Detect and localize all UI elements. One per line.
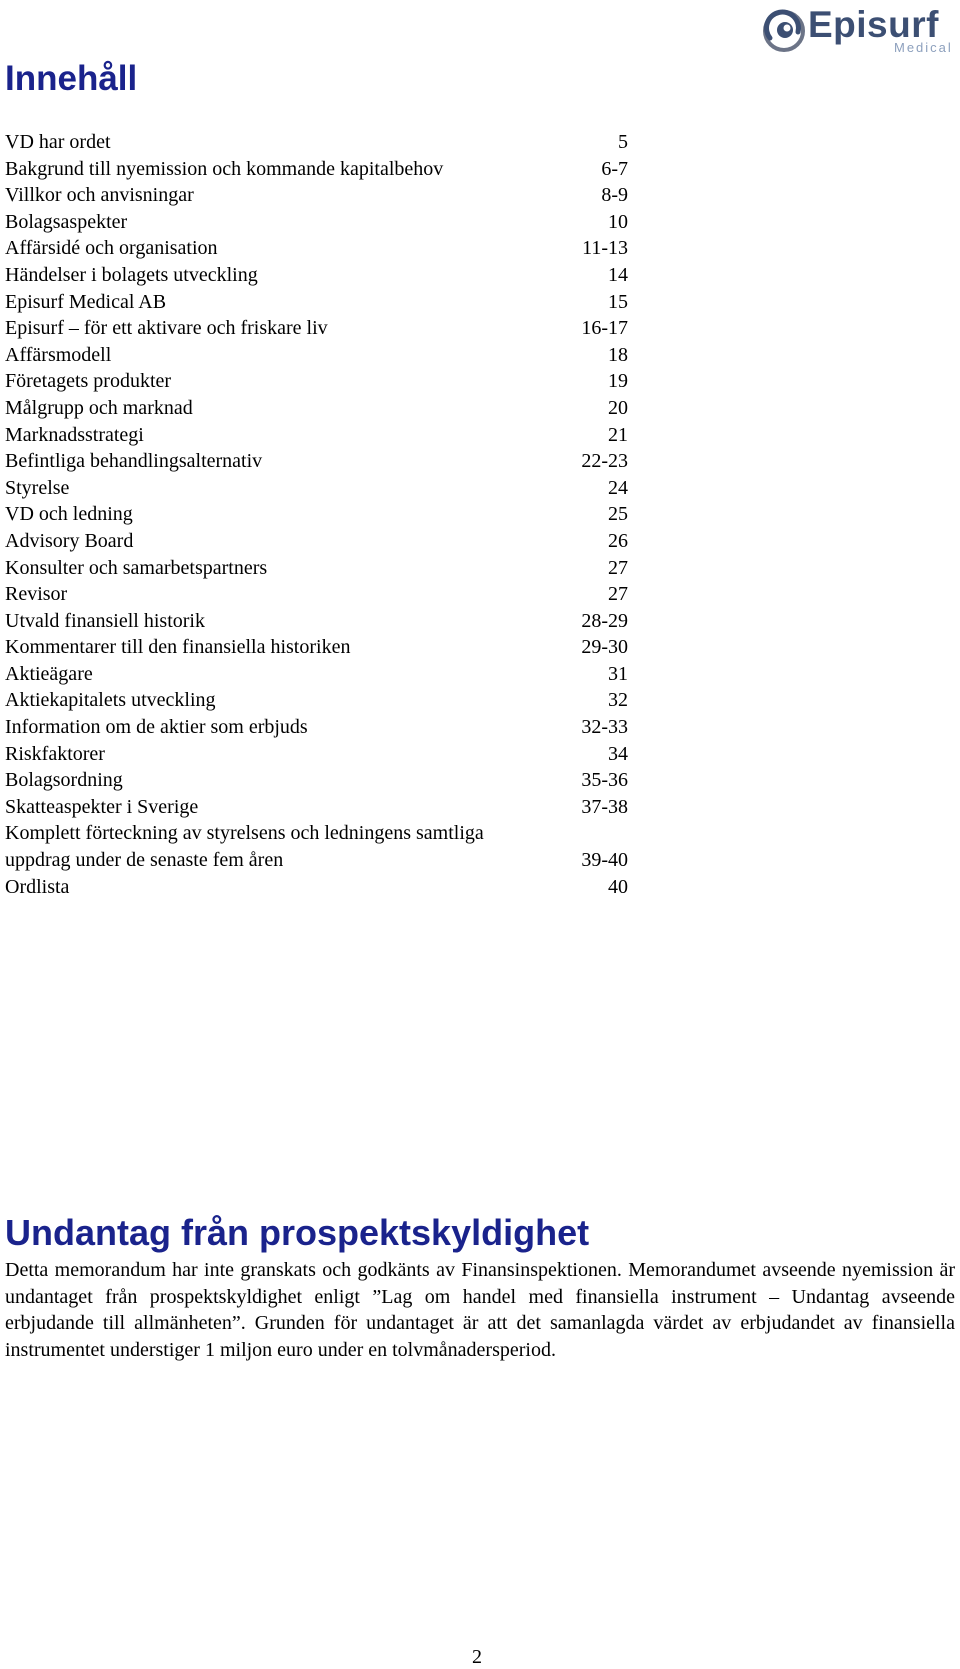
toc-entry-title: Kommentarer till den finansiella historiken	[5, 636, 351, 659]
toc-entry	[5, 661, 628, 688]
toc-entry-title: Advisory Board	[5, 529, 134, 552]
episurf-swirl-icon	[762, 2, 808, 58]
toc-entry-page: 16-17	[581, 317, 628, 340]
toc-entry-title: Information om de aktier som erbjuds	[5, 716, 308, 739]
toc-heading: Innehåll	[5, 59, 138, 98]
toc-entry-page: 39-40	[581, 849, 628, 872]
toc-entry-page: 25	[608, 503, 628, 526]
toc-entry	[5, 235, 628, 262]
toc-entry-title: Ordlista	[5, 875, 70, 898]
toc-entry-page: 32-33	[581, 716, 628, 739]
toc-entry-page: 29-30	[581, 636, 628, 659]
toc-entry-title: Händelser i bolagets utveckling	[5, 263, 258, 286]
toc-entry	[5, 475, 628, 502]
toc-entry	[5, 687, 628, 714]
page-number: 2	[472, 1646, 482, 1668]
toc-entry-title: Bakgrund till nyemission och kommande kapitalbehov	[5, 157, 444, 180]
toc-entry-title: Företagets produkter	[5, 370, 172, 393]
toc-entry-title: Revisor	[5, 583, 68, 606]
toc-entry	[5, 820, 628, 873]
toc-entry-page: 18	[608, 343, 628, 366]
exemption-heading: Undantag från prospektskyldighet	[5, 1212, 590, 1253]
toc-entry	[5, 528, 628, 555]
toc-entry	[5, 289, 628, 316]
toc-entry-page: 22-23	[581, 450, 628, 473]
toc-entry-page: 28-29	[581, 609, 628, 632]
toc-entry-title: Komplett förteckning av styrelsens och ledningens samtliga uppdrag under de senaste fem åren	[5, 822, 484, 872]
toc-entry	[5, 634, 628, 661]
toc-entry-page: 26	[608, 529, 628, 552]
toc-entry-page: 19	[608, 370, 628, 393]
toc-entry-page: 6-7	[601, 157, 628, 180]
toc-entry	[5, 794, 628, 821]
toc-entry-page: 10	[608, 210, 628, 233]
toc-entry	[5, 368, 628, 395]
toc-entry-title: Konsulter och samarbetspartners	[5, 556, 268, 579]
toc-entry-title: Episurf Medical AB	[5, 290, 167, 313]
toc-entry	[5, 714, 628, 741]
toc-entry-page: 27	[608, 583, 628, 606]
toc-entry	[5, 448, 628, 475]
toc-entry-page: 21	[608, 423, 628, 446]
toc-entry	[5, 342, 628, 369]
toc-entry	[5, 209, 628, 236]
toc-entry	[5, 581, 628, 608]
toc-entry-title: Villkor och anvisningar	[5, 184, 194, 207]
toc-entry-page: 11-13	[582, 237, 628, 260]
toc-entry-page: 8-9	[601, 184, 628, 207]
toc-entry-title: Befintliga behandlingsalternativ	[5, 450, 263, 473]
toc-entry-page: 24	[608, 476, 628, 499]
toc-entry	[5, 767, 628, 794]
toc-entry-page: 32	[608, 689, 628, 712]
toc-entry-page: 15	[608, 290, 628, 313]
toc-entry-page: 20	[608, 396, 628, 419]
toc-entry-title: Målgrupp och marknad	[5, 396, 193, 419]
logo-subtitle: Medical	[894, 40, 953, 55]
exemption-paragraph: Detta memorandum har inte granskats och godkänts av Finansinspektionen. Memorandumet avseende nyemission är undantaget från prospektskyldighet enligt ”Lag om handel med finansiella instrument – Undantag avseende erbjudande till allmänheten”. Grunden för undantaget är att det samanlagda värdet av erbjudandet av finansiella instrumentet understiger 1 miljon euro under en tolvmånadersperiod.	[5, 1259, 955, 1361]
toc-entry-title: Riskfaktorer	[5, 742, 105, 765]
table-of-contents	[5, 129, 628, 900]
toc-entry-title: VD och ledning	[5, 503, 133, 526]
toc-entry-title: Utvald finansiell historik	[5, 609, 205, 632]
toc-entry	[5, 501, 628, 528]
toc-entry	[5, 129, 628, 156]
toc-entry	[5, 395, 628, 422]
toc-entry-title: Aktieägare	[5, 662, 93, 685]
toc-entry-title: Styrelse	[5, 476, 70, 499]
toc-entry	[5, 315, 628, 342]
toc-entry-title: Episurf – för ett aktivare och friskare liv	[5, 317, 328, 340]
toc-entry-title: Bolagsordning	[5, 769, 123, 792]
toc-entry-page: 35-36	[581, 769, 628, 792]
toc-entry-page: 37-38	[581, 795, 628, 818]
toc-entry	[5, 608, 628, 635]
toc-entry-page: 27	[608, 556, 628, 579]
toc-entry-page: 31	[608, 662, 628, 685]
toc-entry-title: Marknadsstrategi	[5, 423, 144, 446]
toc-entry-page: 14	[608, 263, 628, 286]
toc-entry-title: VD har ordet	[5, 131, 111, 153]
toc-entry-page: 5	[618, 131, 628, 153]
toc-entry	[5, 156, 628, 183]
toc-entry-title: Aktiekapitalets utveckling	[5, 689, 216, 712]
toc-entry	[5, 555, 628, 582]
toc-entry	[5, 262, 628, 289]
toc-entry	[5, 741, 628, 768]
toc-entry-title: Skatteaspekter i Sverige	[5, 795, 199, 818]
logo-name: Episurf	[808, 4, 939, 45]
toc-entry-page: 34	[608, 742, 628, 765]
toc-entry	[5, 422, 628, 449]
toc-entry	[5, 182, 628, 209]
episurf-logo	[762, 2, 956, 58]
toc-entry-page: 40	[608, 875, 628, 898]
toc-entry-title: Affärsidé och organisation	[5, 237, 218, 260]
toc-entry-title: Bolagsaspekter	[5, 210, 128, 233]
toc-entry-title: Affärsmodell	[5, 343, 112, 366]
toc-entry	[5, 874, 628, 901]
